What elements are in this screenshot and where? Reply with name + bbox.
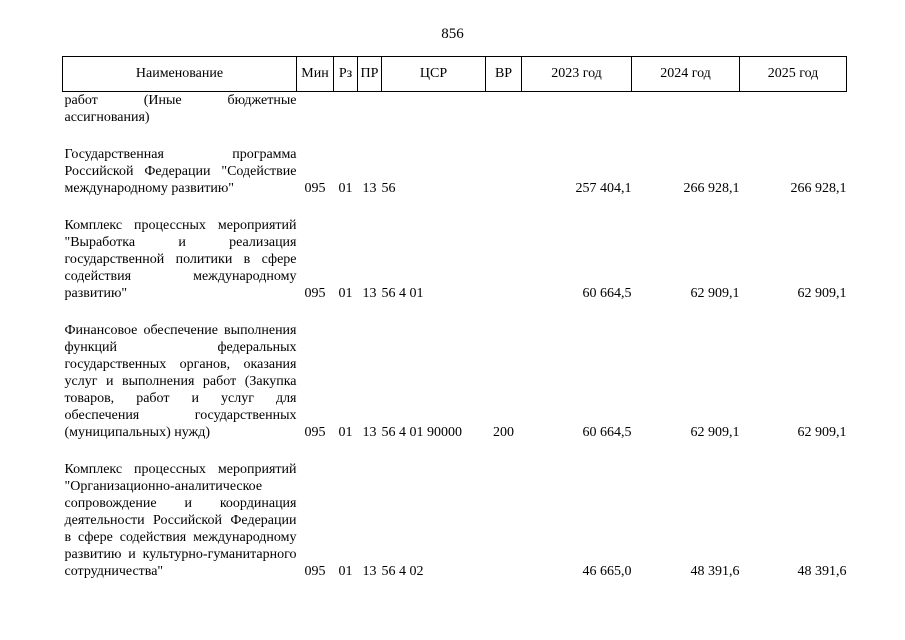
row-csr: 56 4 01 90000 [381,425,462,440]
row-2025 [740,92,847,127]
row-2025: 48 391,6 [797,564,847,579]
row-name: Финансовое обеспечение выполнения функций федеральных государственных органов, оказания услуг и выполнения работ (Закупка товаров, работ и услуг для обеспечения государственных (муниципальных) нужд) [64,323,297,440]
row-2025: 62 909,1 [797,425,847,440]
header-csr: ЦСР [382,57,486,92]
row-min: 095 [304,564,326,579]
row-rz: 01 [338,286,353,301]
table-row [63,461,847,580]
row-min [297,92,334,127]
row-csr: 56 4 01 [381,286,424,301]
row-name: работ (Иные бюджетные ассигнования) [64,93,297,125]
row-2023 [522,92,632,127]
row-2024: 62 909,1 [690,286,740,301]
header-2023: 2023 год [522,57,632,92]
header-pr: ПР [358,57,382,92]
row-pr: 13 [362,286,377,301]
table-row [63,217,847,302]
row-name: Комплекс процессных мероприятий "Организационно-аналитическое сопровождение и координация деятельности Российской Федерации в сфере содействия международному развитию и культурно-гуманитарного сотрудничества" [64,462,297,579]
row-vr [486,461,522,580]
row-min: 095 [304,425,326,440]
row-vr [486,217,522,302]
row-name-cell [63,217,297,302]
row-vr: 200 [493,425,514,440]
row-2023: 257 404,1 [575,181,632,196]
table-header-row [63,57,847,92]
budget-table [62,56,847,580]
row-csr: 56 4 02 [381,564,424,579]
row-2023: 46 665,0 [582,564,632,579]
row-name-cell [63,461,297,580]
table-row [63,92,847,127]
row-name: Государственная программа Российской Федерации "Содействие международному развитию" [64,147,297,196]
header-min: Мин [297,57,334,92]
header-2025: 2025 год [740,57,847,92]
row-csr: 56 [381,181,396,196]
table-row [63,146,847,197]
row-min: 095 [304,181,326,196]
row-rz: 01 [338,181,353,196]
page-number: 856 [441,26,464,42]
header-name: Наименование [63,57,297,92]
row-pr: 13 [362,181,377,196]
row-name: Комплекс процессных мероприятий "Выработка и реализация государственной политики в сфере содействия международному развитию" [64,218,297,301]
row-name-cell [63,146,297,197]
row-2023: 60 664,5 [582,286,632,301]
row-min: 095 [304,286,326,301]
header-2024: 2024 год [632,57,740,92]
row-rz: 01 [338,564,353,579]
table-row [63,322,847,441]
row-pr: 13 [362,564,377,579]
header-rz: Рз [334,57,358,92]
row-rz [334,92,358,127]
row-pr [358,92,382,127]
row-name-cell [63,322,297,441]
row-2024: 62 909,1 [690,425,740,440]
row-2024: 266 928,1 [683,181,740,196]
header-vr: ВР [486,57,522,92]
row-2024 [632,92,740,127]
row-name-cell [63,92,297,127]
row-vr [486,92,522,127]
row-csr [382,92,486,127]
row-rz: 01 [338,425,353,440]
row-vr [486,146,522,197]
row-pr: 13 [362,425,377,440]
row-2023: 60 664,5 [582,425,632,440]
row-2025: 266 928,1 [790,181,847,196]
row-2024: 48 391,6 [690,564,740,579]
row-2025: 62 909,1 [797,286,847,301]
